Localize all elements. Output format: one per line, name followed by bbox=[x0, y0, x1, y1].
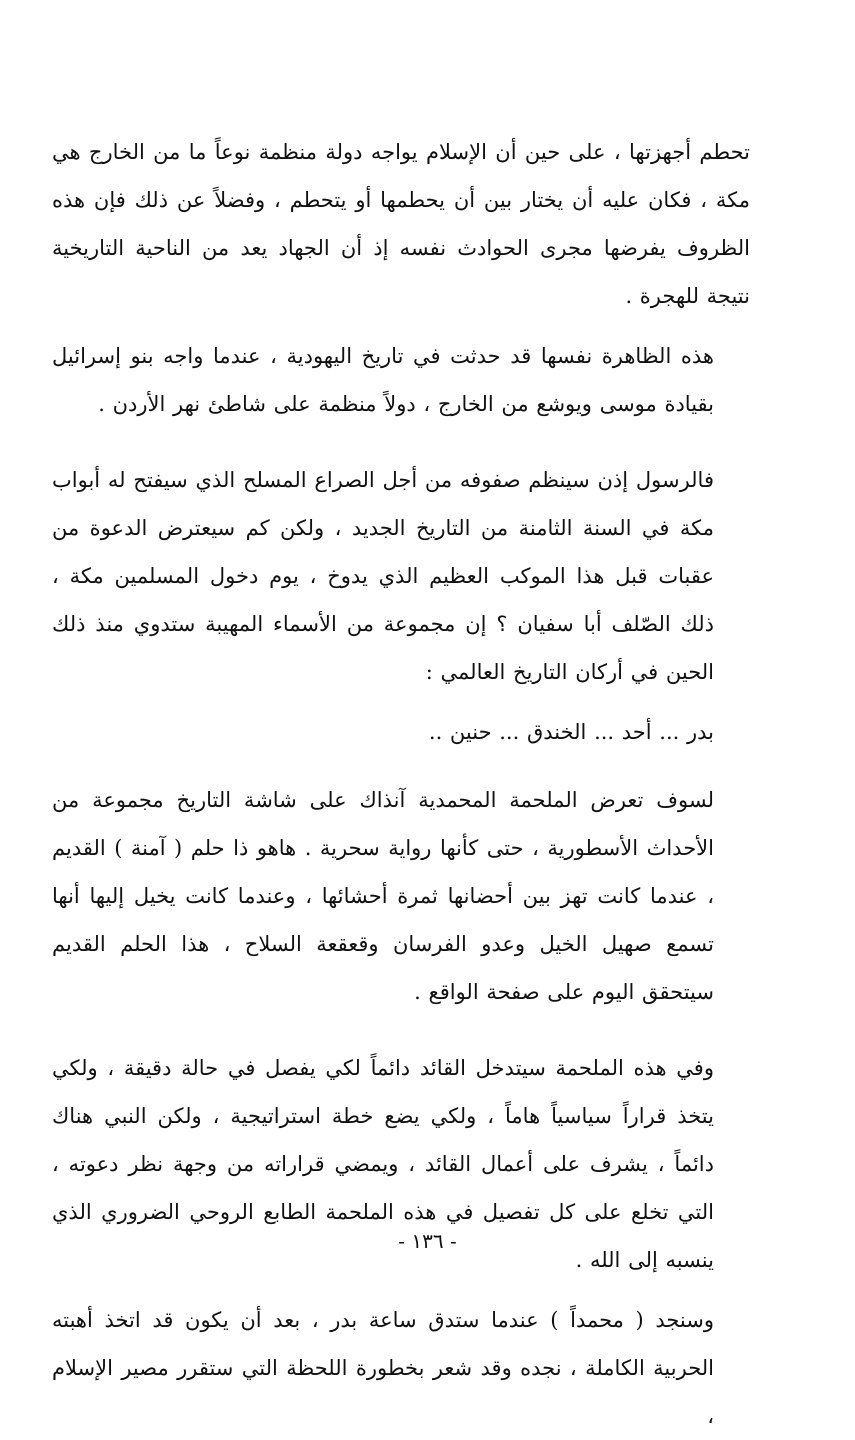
battle-names-line: بدر ... أحد ... الخندق ... حنين .. bbox=[428, 720, 714, 744]
paragraph-3: فالرسول إذن سينظم صفوفه من أجل الصراع المسلح الذي سيفتح له أبواب مكة في السنة الثامنة من التاريخ الجديد ، ولكن كم سيعترض الدعوة من عقبات قبل هذا الموكب العظيم الذي يدوخ ، يوم دخول المسلمين مكة ، ذلك الصّلف أبا سفيان ؟ إن مجموعة من الأسماء المهيبة ستدوي منذ ذلك الحين في أركان التاريخ العالمي : bbox=[52, 468, 714, 684]
paragraph-5: لسوف تعرض الملحمة المحمدية آنذاك على شاشة التاريخ مجموعة من الأحداث الأسطورية ، حتى كأنها رواية سحرية . هاهو ذا حلم ( آمنة ) القديم ، عندما كانت تهز بين أحضانها ثمرة أحشائها ، وعندما كانت يخيل إليها أنها تسمع صهيل الخيل وعدو الفرسان وقعقعة السلاح ، هذا الحلم القديم سيتحقق اليوم على صفحة الواقع . bbox=[52, 788, 714, 1004]
paragraph-7: وسنجد ( محمداً ) عندما ستدق ساعة بدر ، بعد أن يكون قد اتخذ أهبته الحربية الكاملة ، نجده وقد شعر بخطورة اللحظة التي ستقرر مصير الإسلام ، bbox=[52, 1308, 714, 1428]
page-number: - ١٣٦ - bbox=[398, 1229, 457, 1253]
paragraph-1: تحطم أجهزتها ، على حين أن الإسلام يواجه دولة منظمة نوعاً ما من الخارج هي مكة ، فكان عليه أن يختار بين أن يحطمها أو يتحطم ، وفضلاً عن ذلك فإن هذه الظروف يفرضها مجرى الحوادث نفسه إذ أن الجهاد يعد من الناحية التاريخية نتيجة للهجرة . bbox=[52, 140, 750, 308]
paragraph-6: وفي هذه الملحمة سيتدخل القائد دائماً لكي يفصل في حالة دقيقة ، ولكي يتخذ قراراً سياسياً هاماً ، ولكي يضع خطة استراتيجية ، ولكن النبي هناك دائماً ، يشرف على أعمال القائد ، ويمضي قراراته من وجهة نظر دعوته ، التي تخلع على كل تفصيل في هذه الملحمة الطابع الروحي الضروري الذي ينسبه إلى الله . bbox=[52, 1056, 714, 1272]
paragraph-2: هذه الظاهرة نفسها قد حدثت في تاريخ اليهودية ، عندما واجه بنو إسرائيل بقيادة موسى ويوشع من الخارج ، دولاً منظمة على شاطئ نهر الأردن . bbox=[52, 344, 714, 416]
